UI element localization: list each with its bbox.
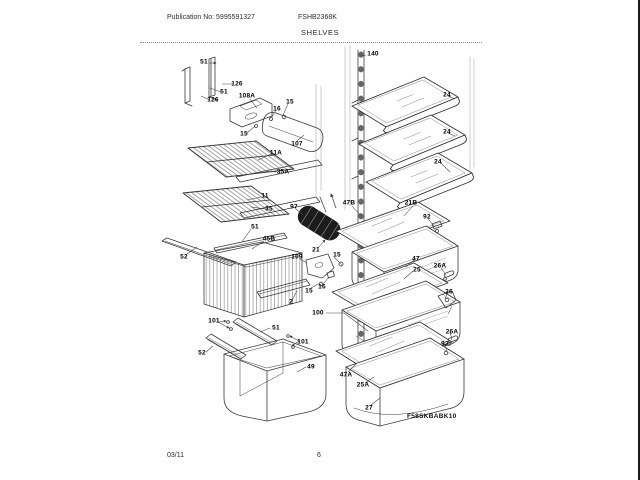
part-callout-52: 52	[180, 253, 188, 261]
part-callout-16: 16	[318, 283, 326, 291]
part-callout-100: 100	[312, 309, 324, 317]
part-callout-2: 2	[289, 298, 293, 306]
part-callout-126: 126	[231, 80, 243, 88]
part-callout-47B: 47B	[342, 199, 356, 207]
part-callout-21: 21	[312, 246, 320, 254]
part-callout-47A: 47A	[339, 371, 353, 379]
part-callout-24: 24	[443, 128, 451, 136]
part-callout-101: 101	[208, 317, 220, 325]
part-callout-26A: 26A	[433, 262, 447, 270]
part-callout-52: 52	[198, 349, 206, 357]
model-number: FSHB2368K	[298, 14, 337, 21]
part-callout-26: 26	[445, 288, 453, 296]
wire-shelf-art	[183, 141, 294, 222]
publication-number: Publication No: 5995591327	[167, 14, 255, 21]
part-callout-126: 126	[207, 96, 219, 104]
part-callout-15: 15	[286, 98, 294, 106]
part-callout-24: 24	[443, 91, 451, 99]
part-callout-15: 15	[240, 130, 248, 138]
footer-date: 03/11	[167, 452, 184, 459]
part-callout-25: 25	[413, 266, 421, 274]
part-callout-21B: 21B	[404, 199, 418, 207]
part-callout-108A: 108A	[238, 92, 256, 100]
part-callout-15: 15	[333, 251, 341, 259]
footer-page-number: 6	[317, 452, 321, 459]
bin-rail-art	[206, 318, 294, 359]
part-callout-109: 109	[291, 253, 303, 261]
part-callout-25A: 25A	[356, 381, 370, 389]
part-callout-51: 51	[272, 324, 280, 332]
part-callout-97: 97	[290, 203, 298, 211]
part-callout-11A: 11A	[269, 149, 283, 157]
glass-shelf-art	[352, 77, 474, 209]
part-callout-16: 16	[273, 105, 281, 113]
part-callout-26A: 26A	[445, 328, 459, 336]
part-callout-140: 140	[367, 50, 379, 58]
figure-code: F58SKBABK10	[407, 413, 457, 420]
part-callout-11: 11	[261, 192, 269, 200]
part-callout-51: 51	[251, 223, 259, 231]
part-callout-35: 35	[265, 205, 273, 213]
part-callout-92: 92	[441, 340, 449, 348]
support-bracket-art	[306, 251, 343, 286]
part-callout-47: 47	[412, 255, 420, 263]
part-callout-51: 51	[220, 88, 228, 96]
freezer-basket-art	[204, 242, 302, 317]
page-title: SHELVES	[301, 28, 340, 37]
part-callout-24: 24	[434, 158, 442, 166]
part-callout-15: 15	[305, 287, 313, 295]
part-callout-35A: 35A	[276, 168, 290, 176]
part-callout-45B: 45B	[262, 235, 276, 243]
part-callout-49: 49	[307, 363, 315, 371]
part-callout-92: 92	[423, 213, 431, 221]
part-callout-101: 101	[297, 338, 309, 346]
part-callout-27: 27	[365, 404, 373, 412]
part-callout-107: 107	[291, 140, 303, 148]
mounting-bracket-art	[182, 57, 217, 106]
part-callout-51: 51	[200, 58, 208, 66]
